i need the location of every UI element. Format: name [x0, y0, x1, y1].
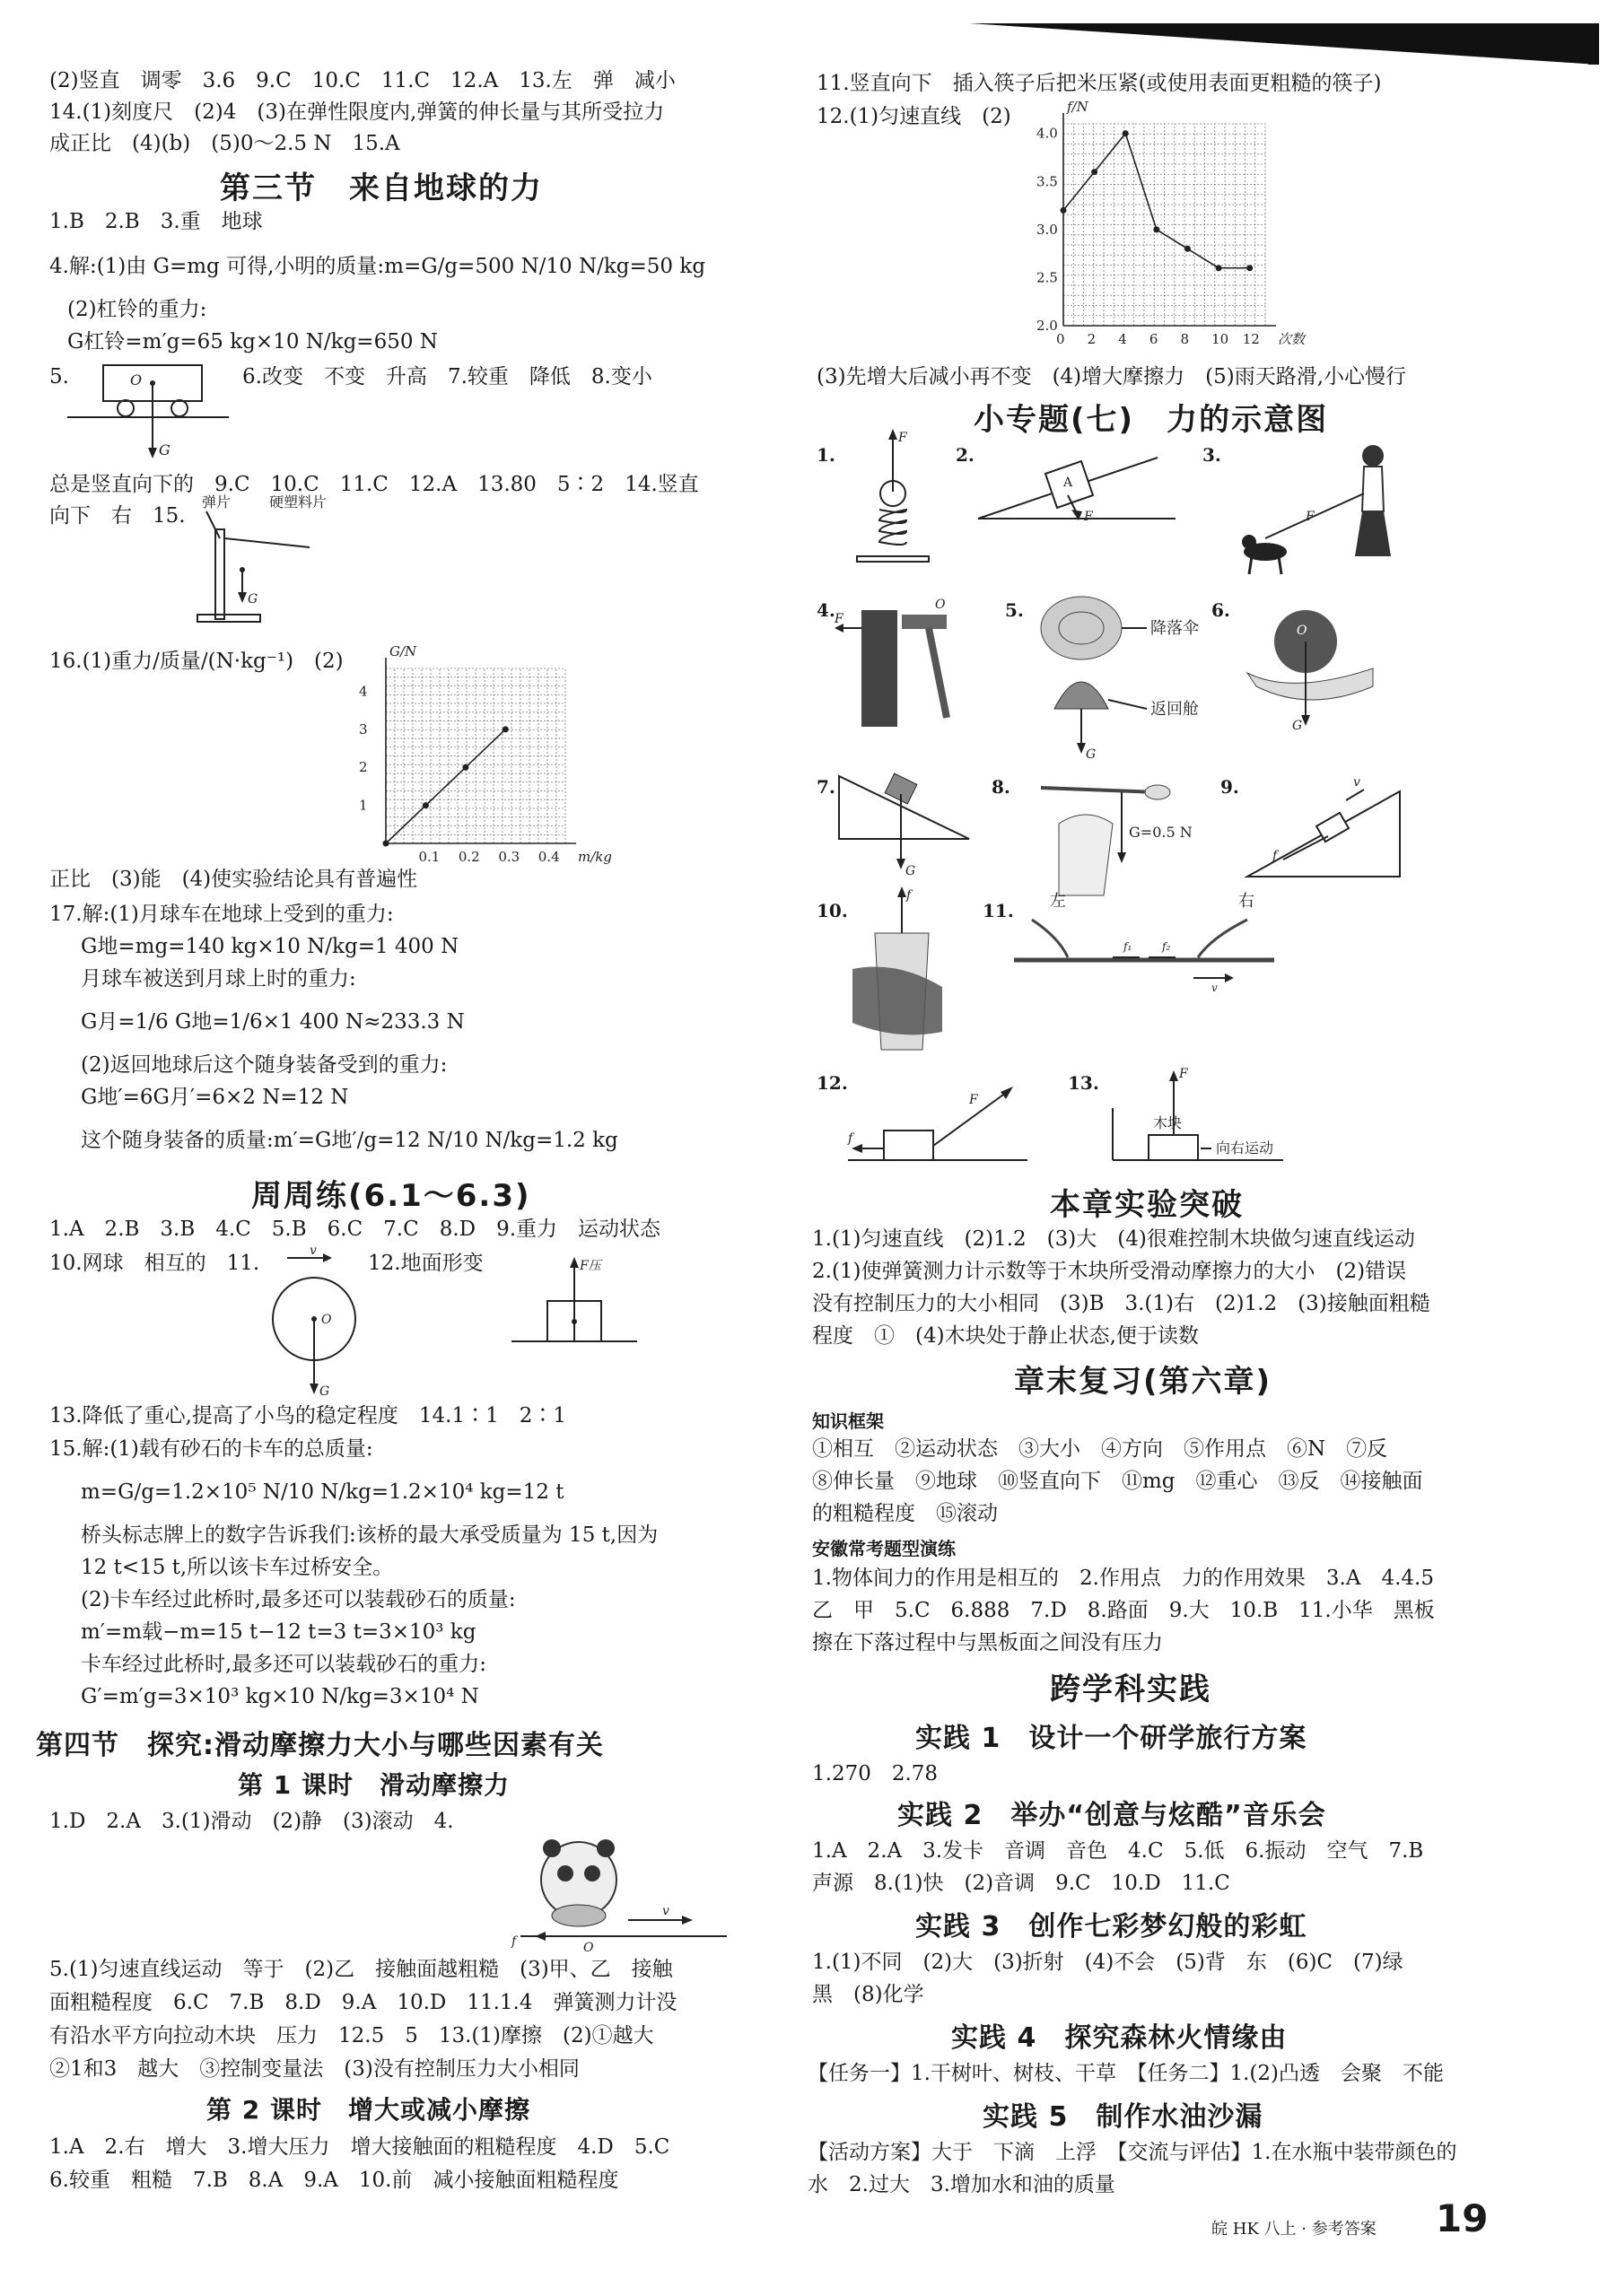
svg-text:G: G [319, 1384, 330, 1399]
svg-text:F: F [969, 1093, 978, 1107]
figure-number: 10. [817, 900, 848, 921]
answer-line: (2)返回地球后这个随身装备受到的重力: [81, 1053, 448, 1077]
y-tick-label: 3.5 [1036, 173, 1058, 190]
svg-text:f: f [1272, 849, 1278, 863]
answer-line: 12 t<15 t,所以该卡车过桥安全。 [81, 1556, 394, 1579]
data-point [462, 764, 468, 771]
figure-number: 3. [1202, 444, 1221, 466]
svg-text:G: G [1086, 747, 1097, 762]
svg-text:O: O [583, 1941, 594, 1955]
answer-line: 的粗糙程度 ⑮滚动 [812, 1502, 998, 1525]
y-axis-label: G/N [389, 643, 417, 659]
finger-balance-figure [1023, 770, 1202, 904]
svg-text:v: v [1353, 775, 1360, 790]
figure-number: 5. [1005, 599, 1024, 621]
y-axis-label: f/N [1067, 99, 1088, 115]
capsule-label: 返回舱 [1150, 700, 1199, 719]
y-tick-label: 3.0 [1036, 221, 1058, 238]
x-tick-label: 2 [1087, 331, 1097, 347]
svg-text:f₂: f₂ [1162, 940, 1171, 953]
move-label: 向右运动 [1216, 1139, 1274, 1157]
y-tick-label: 4 [359, 683, 368, 700]
box-pressure-figure [511, 1252, 637, 1350]
answer-line: (2)杠铃的重力: [67, 298, 207, 321]
data-point [1216, 265, 1222, 271]
answer-line: G地′=6G月′=6×2 N=12 N [81, 1086, 349, 1109]
lesson-title: 第 1 课时 滑动摩擦力 [238, 1770, 510, 1800]
x-tick-label: 10 [1211, 331, 1229, 347]
x-axis-label: 次数 [1278, 331, 1306, 347]
answer-line: 正比 (3)能 (4)使实验结论具有普遍性 [49, 868, 418, 891]
panda-skier-figure [503, 1830, 727, 1956]
right-label: 右 [1238, 892, 1254, 911]
cup-hand-figure [852, 888, 960, 1059]
svg-text:F: F [1306, 510, 1315, 524]
figure-number: 13. [1068, 1072, 1099, 1094]
spring-plate-figure [179, 493, 359, 628]
data-point [1153, 226, 1159, 232]
section-title: 本章实验突破 [1050, 1187, 1244, 1223]
answer-line: 4.解:(1)由 G=mg 可得,小明的质量:m=G/g=500 N/10 N/kg=50 kg [49, 255, 706, 278]
answer-line: 1.A 2.B 3.B 4.C 5.B 6.C 7.C 8.D 9.重力 运动状态 [49, 1218, 661, 1241]
data-point [1061, 207, 1067, 214]
answer-line: 有沿水平方向拉动木块 压力 12.5 5 13.(1)摩擦 (2)①越大 [49, 2024, 654, 2047]
rod-fingers-figure [1014, 892, 1283, 994]
svg-text:A: A [1063, 476, 1073, 490]
answer-line: m=G/g=1.2×10⁵ N/10 N/kg=1.2×10⁴ kg=12 t [81, 1480, 564, 1504]
parachute-capsule-figure [1032, 592, 1229, 763]
wood-block-spring-figure [1104, 1063, 1310, 1171]
data-point [1246, 265, 1253, 271]
gravity-mass-chart [359, 643, 628, 865]
answer-line: 黑 (8)化学 [812, 1983, 924, 2006]
sub-heading: 安徽常考题型演练 [812, 1538, 956, 1559]
answer-line: 1.270 2.78 [812, 1762, 939, 1785]
answer-line: 程度 ① (4)木块处于静止状态,便于读数 [812, 1324, 1199, 1348]
x-tick-label: 8 [1180, 331, 1190, 347]
parachute-label: 降落伞 [1150, 619, 1199, 638]
x-tick-label: 0.1 [418, 849, 441, 865]
svg-text:F: F [898, 431, 907, 445]
answer-line: ①相互 ②运动状态 ③大小 ④方向 ⑤作用点 ⑥N ⑦反 [812, 1437, 1388, 1461]
answer-line: 乙 甲 5.C 6.888 7.D 8.路面 9.大 10.B 11.小华 黑板 [812, 1599, 1435, 1622]
section-title: 第三节 来自地球的力 [220, 170, 543, 206]
x-tick-label: 6 [1149, 331, 1158, 347]
figure-number: 8. [992, 776, 1010, 798]
friction-count-chart [1023, 99, 1319, 357]
page-number: 19 [1436, 2196, 1489, 2240]
apple-hand-figure [1238, 597, 1400, 731]
incline-block-figure [978, 440, 1184, 529]
answer-line: 向下 右 15. [49, 504, 186, 528]
wood-label: 木块 [1153, 1114, 1183, 1131]
answer-line: ⑧伸长量 ⑨地球 ⑩竖直向下 ⑪mg ⑫重心 ⑬反 ⑭接触面 [812, 1470, 1423, 1493]
sub-heading: 知识框架 [812, 1410, 884, 1432]
left-label: 左 [1050, 892, 1066, 911]
dog-walker-figure [1229, 440, 1418, 583]
y-tick-label: 2.5 [1036, 269, 1058, 286]
svg-text:G: G [1292, 719, 1303, 733]
figure-number: 6. [1211, 599, 1230, 621]
answer-line: (2)卡车经过此桥时,最多还可以装载砂石的质量: [81, 1588, 516, 1611]
figure-number: 4. [817, 599, 835, 621]
ball-force-figure [260, 1244, 368, 1400]
answer-line: 5.(1)匀速直线运动 等于 (2)乙 接触面越粗糙 (3)甲、乙 接触 [49, 1958, 673, 1981]
answer-line: 桥头标志牌上的数字告诉我们:该桥的最大承受质量为 15 t,因为 [81, 1523, 659, 1547]
svg-text:O: O [1297, 624, 1307, 638]
pulled-box-figure [848, 1063, 1054, 1171]
footer-text: 皖 HK 八上 · 参考答案 [1211, 2220, 1377, 2239]
data-point [423, 802, 429, 808]
answer-line: 面粗糙程度 6.C 7.B 8.D 9.A 10.D 11.1.4 弹簧测力计没 [49, 1991, 677, 2014]
answer-line: 2.(1)使弹簧测力计示数等于木块所受滑动摩擦力的大小 (2)错误 [812, 1260, 1407, 1283]
answer-line: 卡车经过此桥时,最多还可以装载砂石的重力: [81, 1653, 487, 1676]
practice-title: 实践 5 制作水油沙漏 [983, 2101, 1263, 2133]
section-title: 跨学科实践 [1050, 1672, 1211, 1707]
data-point [1184, 246, 1191, 252]
svg-text:v: v [310, 1244, 317, 1258]
practice-title: 实践 2 举办“创意与炫酷”音乐会 [897, 1800, 1326, 1831]
x-axis-label: m/kg [578, 849, 612, 865]
x-tick-label: 0.3 [498, 849, 520, 865]
answer-line: (2)竖直 调零 3.6 9.C 10.C 11.C 12.A 13.左 弹 减小 [49, 69, 676, 92]
answer-line: 月球车被送到月球上时的重力: [81, 967, 356, 991]
series-line [1063, 134, 1250, 268]
svg-text:v: v [662, 1904, 669, 1918]
svg-text:O: O [935, 598, 946, 612]
answer-line: 6.改变 不变 升高 7.较重 降低 8.变小 [242, 365, 652, 388]
cart-gravity-figure [67, 354, 229, 462]
x-tick-label: 0.2 [458, 849, 480, 865]
answer-line: 1.(1)匀速直线 (2)1.2 (3)大 (4)很难控制木块做匀速直线运动 [812, 1227, 1415, 1251]
practice-title: 实践 1 设计一个研学旅行方案 [915, 1723, 1307, 1754]
svg-text:G: G [905, 864, 916, 878]
answer-line: 总是竖直向下的 9.C 10.C 11.C 12.A 13.80 5∶2 14.竖直 [49, 473, 699, 496]
answer-line: G月=1/6 G地=1/6×1 400 N≈233.3 N [81, 1010, 465, 1034]
answer-line: G地=mg=140 kg×10 N/kg=1 400 N [81, 935, 459, 958]
figure-number: 1. [817, 444, 835, 466]
svg-text:O: O [130, 371, 143, 388]
svg-text:G: G [248, 592, 258, 607]
answer-line: 11.竖直向下 插入筷子后把米压紧(或使用表面更粗糙的筷子) [817, 72, 1382, 95]
hammer-nail-figure [835, 592, 996, 736]
lesson-title: 第 2 课时 增大或减小摩擦 [206, 2095, 530, 2125]
answer-line: 水 2.过大 3.增加水和油的质量 [808, 2173, 1115, 2196]
answer-line: 12.(1)匀速直线 (2) [817, 105, 1011, 128]
answer-line: 12.地面形变 [368, 1252, 484, 1275]
spring-ball-figure [839, 431, 947, 574]
answer-line: ②1和3 越大 ③控制变量法 (3)没有控制压力大小相同 [49, 2057, 580, 2081]
answer-line: 没有控制压力的大小相同 (3)B 3.(1)右 (2)1.2 (3)接触面粗糙 [812, 1292, 1430, 1315]
answer-line: 16.(1)重力/质量/(N·kg⁻¹) (2) [49, 650, 344, 673]
answer-line: 15.解:(1)载有砂石的卡车的总质量: [49, 1437, 373, 1461]
answer-line: m′=m载−m=15 t−12 t=3 t=3×10³ kg [81, 1620, 476, 1644]
y-tick-label: 3 [359, 720, 368, 738]
corner-decoration [969, 18, 1617, 72]
answer-line: G杠铃=m′g=65 kg×10 N/kg=650 N [67, 330, 438, 354]
block-incline-figure [839, 767, 983, 884]
x-tick-label: 12 [1242, 331, 1260, 347]
plastic-label: 硬塑料片 [269, 493, 328, 511]
answer-line: 1.A 2.A 3.发卡 音调 音色 4.C 5.低 6.振动 空气 7.B [812, 1839, 1424, 1863]
section-title: 章末复习(第六章) [1014, 1364, 1272, 1400]
answer-line: 这个随身装备的质量:m′=G地′/g=12 N/10 N/kg=1.2 kg [81, 1129, 618, 1152]
svg-text:O: O [321, 1313, 332, 1327]
question-number: 5. [49, 365, 69, 388]
svg-text:f₁: f₁ [1123, 940, 1132, 953]
answer-line: 1.B 2.B 3.重 地球 [49, 210, 263, 233]
answer-line: 擦在下落过程中与黑板面之间没有压力 [812, 1631, 1163, 1654]
answer-line: 17.解:(1)月球车在地球上受到的重力: [49, 903, 394, 926]
x-tick-label: 0 [1056, 331, 1065, 347]
answer-line: 10.网球 相互的 11. [49, 1252, 260, 1275]
figure-number: 2. [956, 444, 975, 466]
y-tick-label: 4.0 [1036, 125, 1058, 142]
section-title: 小专题(七) 力的示意图 [974, 402, 1329, 438]
answer-line: 1.物体间力的作用是相互的 2.作用点 力的作用效果 3.A 4.4.5 [812, 1567, 1434, 1590]
section-title: 周周练(6.1～6.3) [251, 1178, 531, 1214]
practice-title: 实践 4 探究森林火情缘由 [951, 2022, 1288, 2054]
practice-title: 实践 3 创作七彩梦幻般的彩虹 [915, 1911, 1307, 1942]
answer-line: 1.(1)不同 (2)大 (3)折射 (4)不会 (5)背 东 (6)C (7)绿 [812, 1951, 1403, 1974]
data-point [1091, 169, 1097, 175]
answer-line: 【任务一】1.干树叶、树枝、干草 【任务二】1.(2)凸透 会聚 不能 [808, 2062, 1444, 2085]
x-tick-label: 4 [1118, 331, 1127, 347]
answer-line: 6.较重 粗糙 7.B 8.A 9.A 10.前 减小接触面粗糙程度 [49, 2169, 619, 2192]
y-tick-label: 2.0 [1036, 318, 1058, 334]
answer-line: 声源 8.(1)快 (2)音调 9.C 10.D 11.C [812, 1872, 1230, 1895]
data-point [503, 726, 509, 732]
g-label: G=0.5 N [1129, 824, 1193, 841]
data-point [383, 841, 389, 847]
figure-number: 12. [817, 1072, 848, 1094]
y-tick-label: 2 [359, 759, 368, 776]
svg-text:f: f [906, 888, 912, 903]
block-slope-up-figure [1247, 773, 1409, 881]
svg-text:F: F [835, 612, 843, 626]
answer-line: G′=m′g=3×10³ kg×10 N/kg=3×10⁴ N [81, 1685, 479, 1708]
svg-text:G: G [159, 441, 170, 458]
svg-text:F压: F压 [580, 1259, 601, 1273]
answer-line: 成正比 (4)(b) (5)0～2.5 N 15.A [49, 132, 400, 155]
svg-text:f: f [511, 1934, 517, 1949]
figure-number: 9. [1220, 776, 1239, 798]
x-tick-label: 0.4 [538, 849, 560, 865]
figure-number: 7. [817, 776, 835, 798]
answer-line: 1.D 2.A 3.(1)滑动 (2)静 (3)滚动 4. [49, 1810, 454, 1833]
svg-text:v: v [1211, 982, 1218, 994]
spring-label: 弹片 [202, 493, 232, 511]
section-title: 第四节 探究:滑动摩擦力大小与哪些因素有关 [36, 1730, 604, 1761]
answer-line: 14.(1)刻度尺 (2)4 (3)在弹性限度内,弹簧的伸长量与其所受拉力 [49, 100, 665, 124]
figure-number: 11. [983, 900, 1014, 921]
answer-line: 【活动方案】大于 下滴 上浮 【交流与评估】1.在水瓶中装带颜色的 [808, 2141, 1457, 2164]
answer-line: (3)先增大后减小再不变 (4)增大摩擦力 (5)雨天路滑,小心慢行 [817, 365, 1407, 388]
data-point [1123, 130, 1129, 136]
svg-text:F: F [1179, 1067, 1188, 1081]
answer-line: 1.A 2.右 增大 3.增大压力 增大接触面的粗糙程度 4.D 5.C [49, 2135, 670, 2159]
answer-line: 13.降低了重心,提高了小鸟的稳定程度 14.1∶1 2∶1 [49, 1404, 566, 1427]
svg-text:f: f [848, 1131, 853, 1146]
svg-text:F: F [1084, 510, 1093, 524]
y-tick-label: 1 [359, 797, 368, 814]
